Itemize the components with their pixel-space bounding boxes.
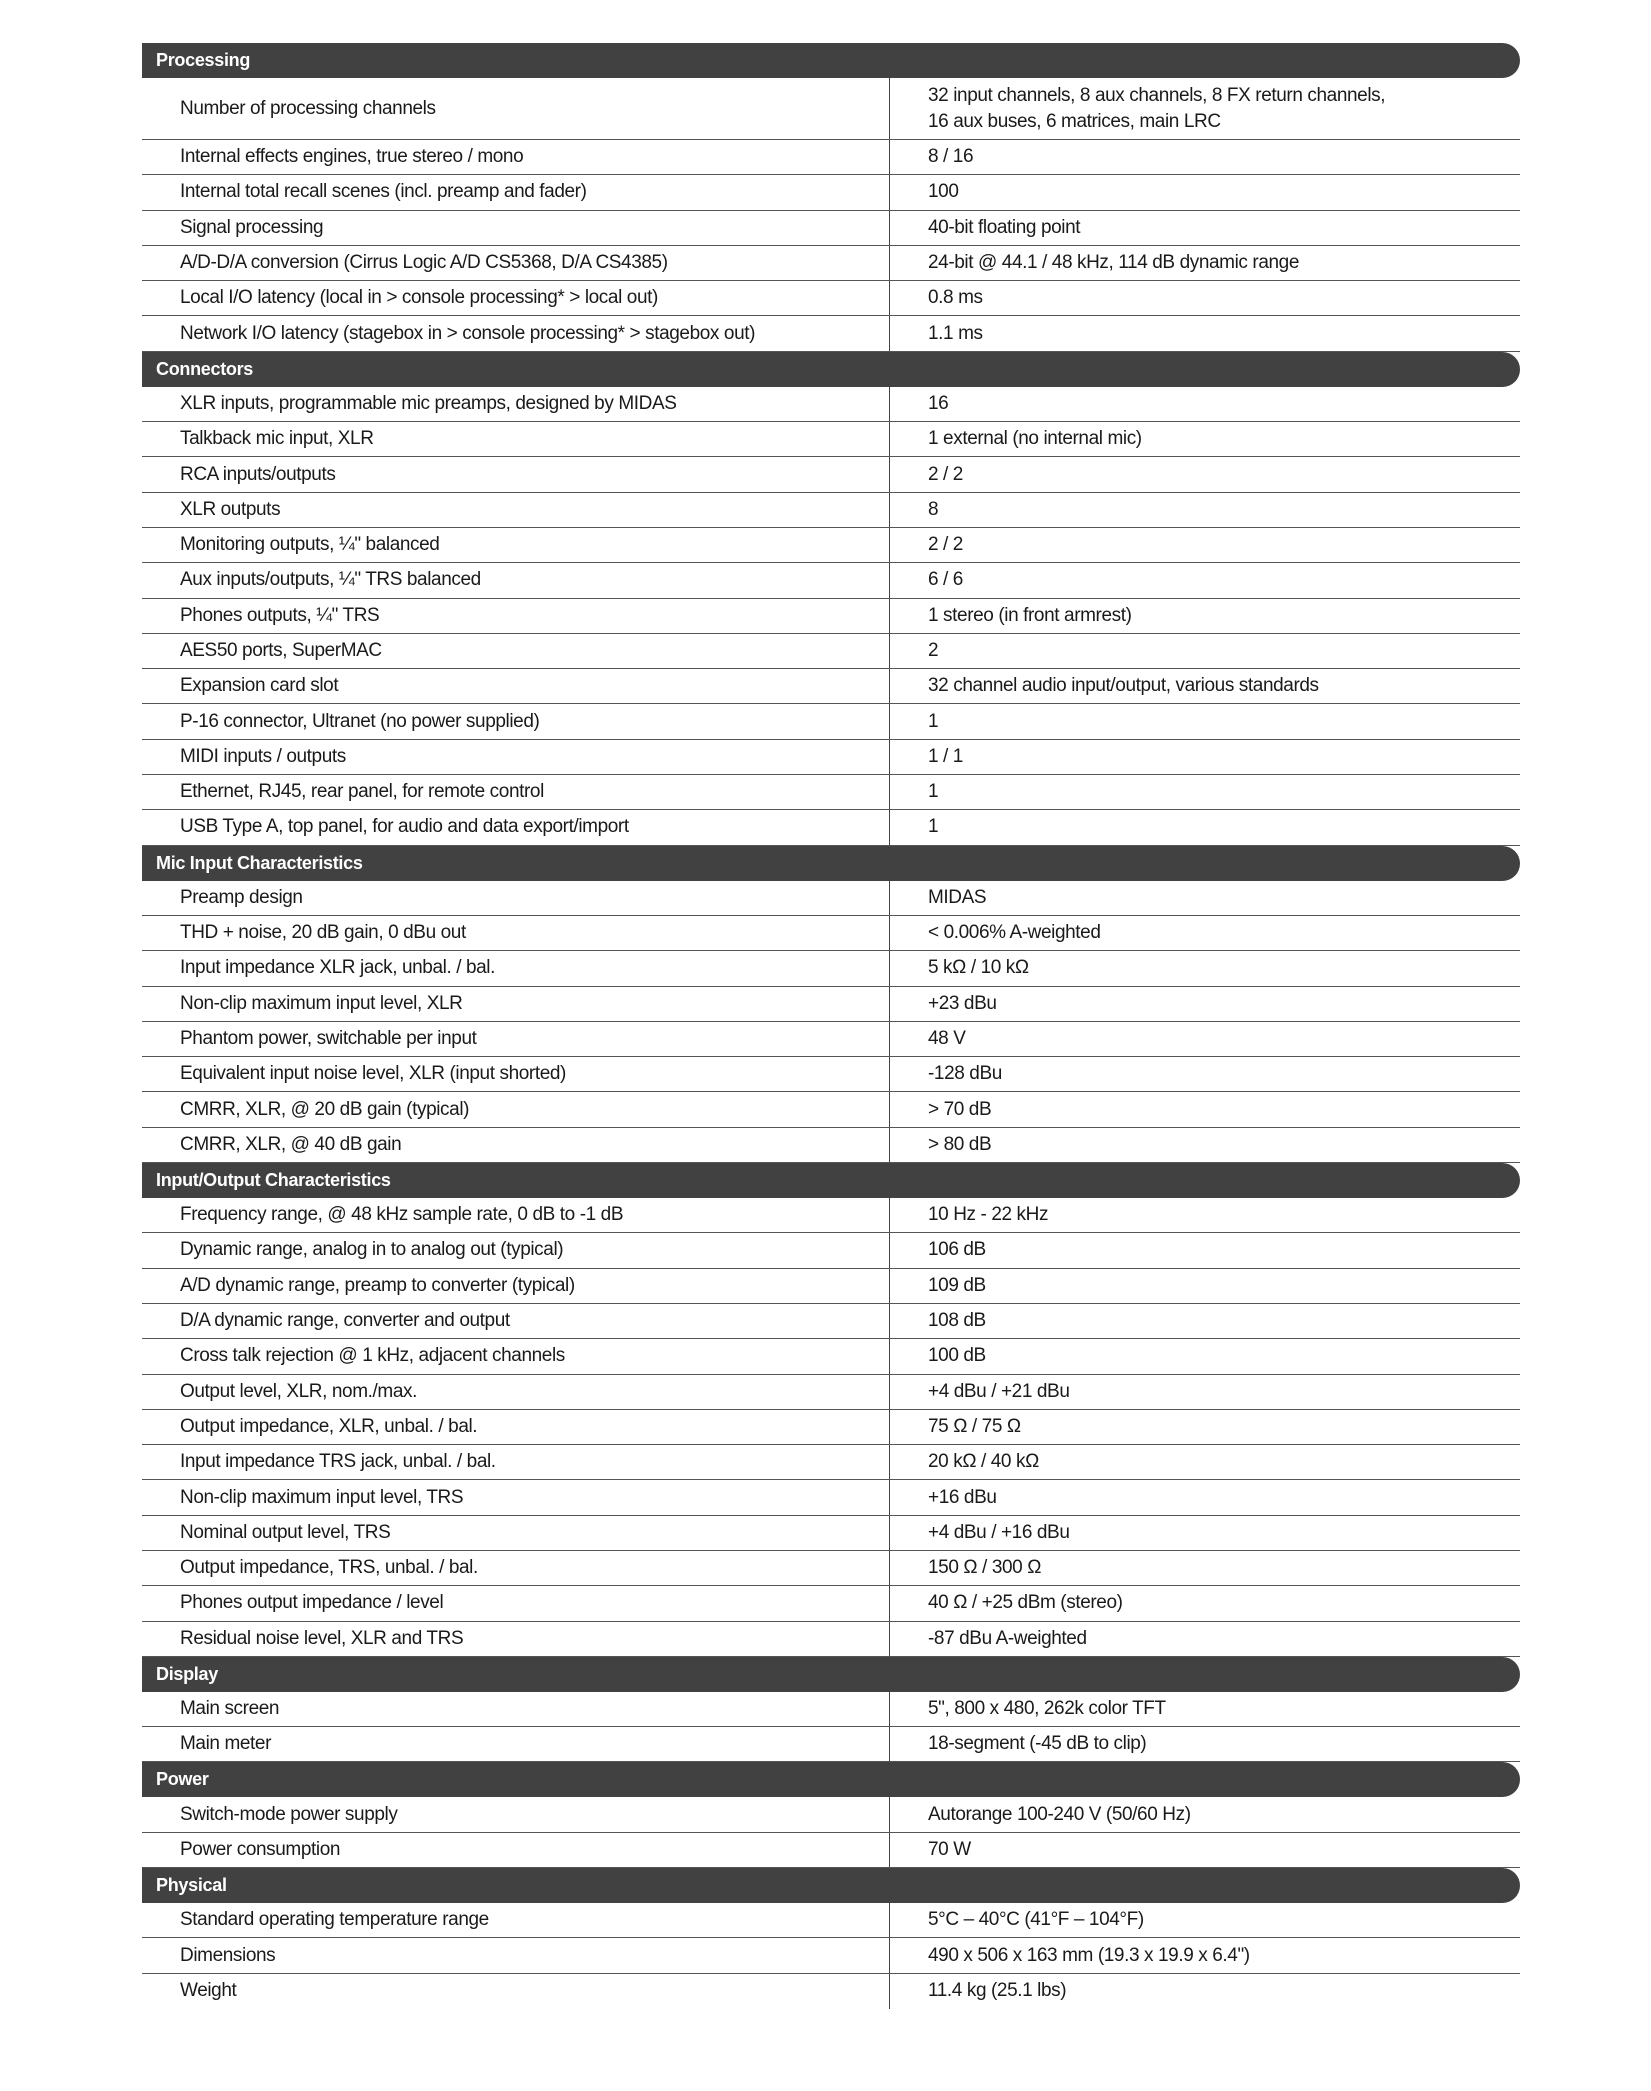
spec-label: USB Type A, top panel, for audio and data export/import (142, 810, 890, 844)
spec-label: Internal effects engines, true stereo / mono (142, 140, 890, 174)
spec-value: 100 (928, 181, 959, 203)
spec-value: 1 (928, 781, 939, 803)
spec-label: MIDI inputs / outputs (142, 740, 890, 774)
spec-value: 8 (928, 498, 939, 520)
spec-label: Talkback mic input, XLR (142, 422, 890, 456)
spec-row (142, 1339, 1520, 1374)
spec-row (142, 669, 1520, 704)
spec-row (142, 1410, 1520, 1445)
spec-value: 18-segment (-45 dB to clip) (928, 1733, 1147, 1755)
spec-value: 2 (928, 640, 939, 661)
spec-label: Residual noise level, XLR and TRS (142, 1622, 890, 1656)
spec-row (142, 528, 1520, 563)
spec-label: Input impedance XLR jack, unbal. / bal. (142, 951, 890, 985)
spec-label: CMRR, XLR, @ 20 dB gain (typical) (142, 1092, 890, 1126)
spec-label: Equivalent input noise level, XLR (input shorted) (142, 1057, 890, 1091)
spec-row (142, 599, 1520, 634)
spec-label: Dynamic range, analog in to analog out (typical) (142, 1233, 890, 1267)
spec-row (142, 1233, 1520, 1268)
spec-value: 70 W (928, 1838, 971, 1860)
spec-row (142, 1022, 1520, 1057)
spec-label: AES50 ports, SuperMAC (142, 634, 890, 668)
spec-row (142, 1092, 1520, 1127)
spec-value: 5 kΩ / 10 kΩ (928, 957, 1029, 979)
spec-value: > 70 dB (928, 1098, 992, 1120)
spec-row (142, 1375, 1520, 1410)
spec-value: 32 channel audio input/output, various standards (928, 675, 1319, 697)
spec-row (142, 951, 1520, 986)
spec-label: A/D-D/A conversion (Cirrus Logic A/D CS5368, D/A CS4385) (142, 246, 890, 280)
spec-row (142, 1269, 1520, 1304)
spec-value: < 0.006% A-weighted (928, 922, 1101, 944)
spec-row (142, 1833, 1520, 1868)
spec-row (142, 1057, 1520, 1092)
spec-value: +16 dBu (928, 1486, 997, 1508)
spec-value: 150 Ω / 300 Ω (928, 1557, 1042, 1579)
spec-value: 8 / 16 (928, 146, 974, 168)
spec-row (142, 916, 1520, 951)
spec-row (142, 387, 1520, 422)
spec-row (142, 246, 1520, 281)
spec-row (142, 281, 1520, 316)
spec-value: 490 x 506 x 163 mm (19.3 x 19.9 x 6.4") (928, 1944, 1250, 1966)
spec-row (142, 775, 1520, 810)
spec-value: 11.4 kg (25.1 lbs) (928, 1980, 1067, 2002)
section-header: Display (142, 1657, 1520, 1692)
spec-value: 1 / 1 (928, 745, 963, 767)
spec-value: 40 Ω / +25 dBm (stereo) (928, 1592, 1123, 1614)
spec-label: Phantom power, switchable per input (142, 1022, 890, 1056)
spec-value: 75 Ω / 75 Ω (928, 1415, 1021, 1437)
spec-row (142, 140, 1520, 175)
spec-row (142, 1692, 1520, 1727)
spec-row (142, 987, 1520, 1022)
spec-label: Non-clip maximum input level, XLR (142, 987, 890, 1021)
spec-value: 40-bit floating point (928, 216, 1081, 238)
section-header: Power (142, 1762, 1520, 1797)
spec-value: +4 dBu / +16 dBu (928, 1521, 1070, 1543)
spec-section (142, 43, 1520, 352)
spec-row (142, 1938, 1520, 1973)
spec-label: Output impedance, TRS, unbal. / bal. (142, 1551, 890, 1585)
spec-label: RCA inputs/outputs (142, 457, 890, 491)
spec-value: 48 V (928, 1027, 966, 1049)
spec-value: 24-bit @ 44.1 / 48 kHz, 114 dB dynamic range (928, 252, 1299, 274)
spec-label: Network I/O latency (stagebox in > console processing* > stagebox out) (142, 316, 890, 350)
spec-value: -87 dBu A-weighted (928, 1627, 1087, 1649)
spec-label: Frequency range, @ 48 kHz sample rate, 0 dB to -1 dB (142, 1198, 890, 1232)
spec-row (142, 810, 1520, 845)
spec-label: Aux inputs/outputs, ¼" TRS balanced (142, 563, 890, 597)
spec-section (142, 1657, 1520, 1763)
spec-row (142, 1727, 1520, 1762)
spec-value: +23 dBu (928, 992, 997, 1014)
spec-label: Nominal output level, TRS (142, 1516, 890, 1550)
spec-label: Switch-mode power supply (142, 1797, 890, 1831)
spec-value: 5°C – 40°C (41°F – 104°F) (928, 1909, 1144, 1931)
spec-value: 1 (928, 816, 939, 838)
spec-label: Standard operating temperature range (142, 1903, 890, 1937)
spec-row (142, 1480, 1520, 1515)
spec-row (142, 1622, 1520, 1657)
spec-label: Output impedance, XLR, unbal. / bal. (142, 1410, 890, 1444)
spec-label: Output level, XLR, nom./max. (142, 1375, 890, 1409)
spec-row (142, 881, 1520, 916)
spec-value: 106 dB (928, 1239, 986, 1261)
spec-value: Autorange 100-240 V (50/60 Hz) (928, 1803, 1191, 1825)
spec-row (142, 740, 1520, 775)
spec-label: P-16 connector, Ultranet (no power supplied) (142, 704, 890, 738)
spec-label: Local I/O latency (local in > console processing* > local out) (142, 281, 890, 315)
spec-row (142, 316, 1520, 351)
spec-label: Monitoring outputs, ¼" balanced (142, 528, 890, 562)
spec-row (142, 1445, 1520, 1480)
section-header: Mic Input Characteristics (142, 846, 1520, 881)
spec-label: Dimensions (142, 1938, 890, 1972)
spec-row (142, 704, 1520, 739)
spec-value: 2 / 2 (928, 534, 963, 556)
spec-label: Ethernet, RJ45, rear panel, for remote control (142, 775, 890, 809)
spec-row (142, 1903, 1520, 1938)
section-header: Physical (142, 1868, 1520, 1903)
spec-label: Cross talk rejection @ 1 kHz, adjacent channels (142, 1339, 890, 1373)
spec-value: > 80 dB (928, 1133, 992, 1155)
spec-row (142, 1797, 1520, 1832)
spec-label: Main screen (142, 1692, 890, 1726)
section-header: Connectors (142, 352, 1520, 387)
spec-section (142, 352, 1520, 846)
spec-row (142, 1551, 1520, 1586)
spec-value: 1 external (no internal mic) (928, 428, 1142, 450)
spec-label: Signal processing (142, 211, 890, 245)
spec-row (142, 1304, 1520, 1339)
spec-row (142, 1198, 1520, 1233)
spec-value: -128 dBu (928, 1063, 1002, 1085)
spec-label: CMRR, XLR, @ 40 dB gain (142, 1128, 890, 1162)
spec-row (142, 78, 1520, 140)
spec-label: A/D dynamic range, preamp to converter (typical) (142, 1269, 890, 1303)
spec-label: XLR inputs, programmable mic preamps, designed by MIDAS (142, 387, 890, 421)
spec-section (142, 1163, 1520, 1657)
spec-row (142, 457, 1520, 492)
spec-label: Input impedance TRS jack, unbal. / bal. (142, 1445, 890, 1479)
spec-label: Power consumption (142, 1833, 890, 1867)
spec-section (142, 846, 1520, 1163)
spec-value: 2 / 2 (928, 463, 963, 485)
spec-label: D/A dynamic range, converter and output (142, 1304, 890, 1338)
spec-value: 0.8 ms (928, 287, 983, 309)
spec-value: 1.1 ms (928, 322, 983, 344)
spec-label: Non-clip maximum input level, TRS (142, 1480, 890, 1514)
spec-label: XLR outputs (142, 493, 890, 527)
spec-row (142, 634, 1520, 669)
spec-label: Number of processing channels (142, 78, 890, 139)
spec-value: 109 dB (928, 1274, 986, 1296)
spec-row (142, 211, 1520, 246)
spec-row (142, 493, 1520, 528)
spec-label: Preamp design (142, 881, 890, 915)
spec-label: Phones outputs, ¼" TRS (142, 599, 890, 633)
spec-label: Weight (142, 1974, 890, 2009)
spec-value: 108 dB (928, 1310, 986, 1332)
spec-value: 1 stereo (in front armrest) (928, 604, 1132, 626)
spec-row (142, 1516, 1520, 1551)
spec-row (142, 1128, 1520, 1163)
spec-value: +4 dBu / +21 dBu (928, 1380, 1070, 1402)
spec-label: THD + noise, 20 dB gain, 0 dBu out (142, 916, 890, 950)
spec-value: 100 dB (928, 1345, 986, 1367)
section-header: Input/Output Characteristics (142, 1163, 1520, 1198)
spec-section (142, 1868, 1520, 2009)
spec-label: Phones output impedance / level (142, 1586, 890, 1620)
spec-value: MIDAS (928, 886, 987, 908)
spec-label: Internal total recall scenes (incl. preamp and fader) (142, 175, 890, 209)
section-header: Processing (142, 43, 1520, 78)
spec-label: Main meter (142, 1727, 890, 1761)
spec-row (142, 1586, 1520, 1621)
spec-row (142, 1974, 1520, 2009)
spec-section (142, 1762, 1520, 1868)
spec-value: 6 / 6 (928, 569, 963, 591)
spec-value: 16 (928, 392, 949, 414)
spec-value: 10 Hz - 22 kHz (928, 1204, 1049, 1226)
spec-value: 1 (928, 710, 939, 732)
spec-label: Expansion card slot (142, 669, 890, 703)
spec-row (142, 422, 1520, 457)
spec-row (142, 563, 1520, 598)
spec-value: 32 input channels, 8 aux channels, 8 FX return channels, 16 aux buses, 6 matrices, main LRC (928, 84, 1386, 132)
spec-value: 20 kΩ / 40 kΩ (928, 1451, 1039, 1473)
spec-row (142, 175, 1520, 210)
spec-sheet (142, 43, 1520, 2009)
spec-value: 5", 800 x 480, 262k color TFT (928, 1698, 1166, 1720)
